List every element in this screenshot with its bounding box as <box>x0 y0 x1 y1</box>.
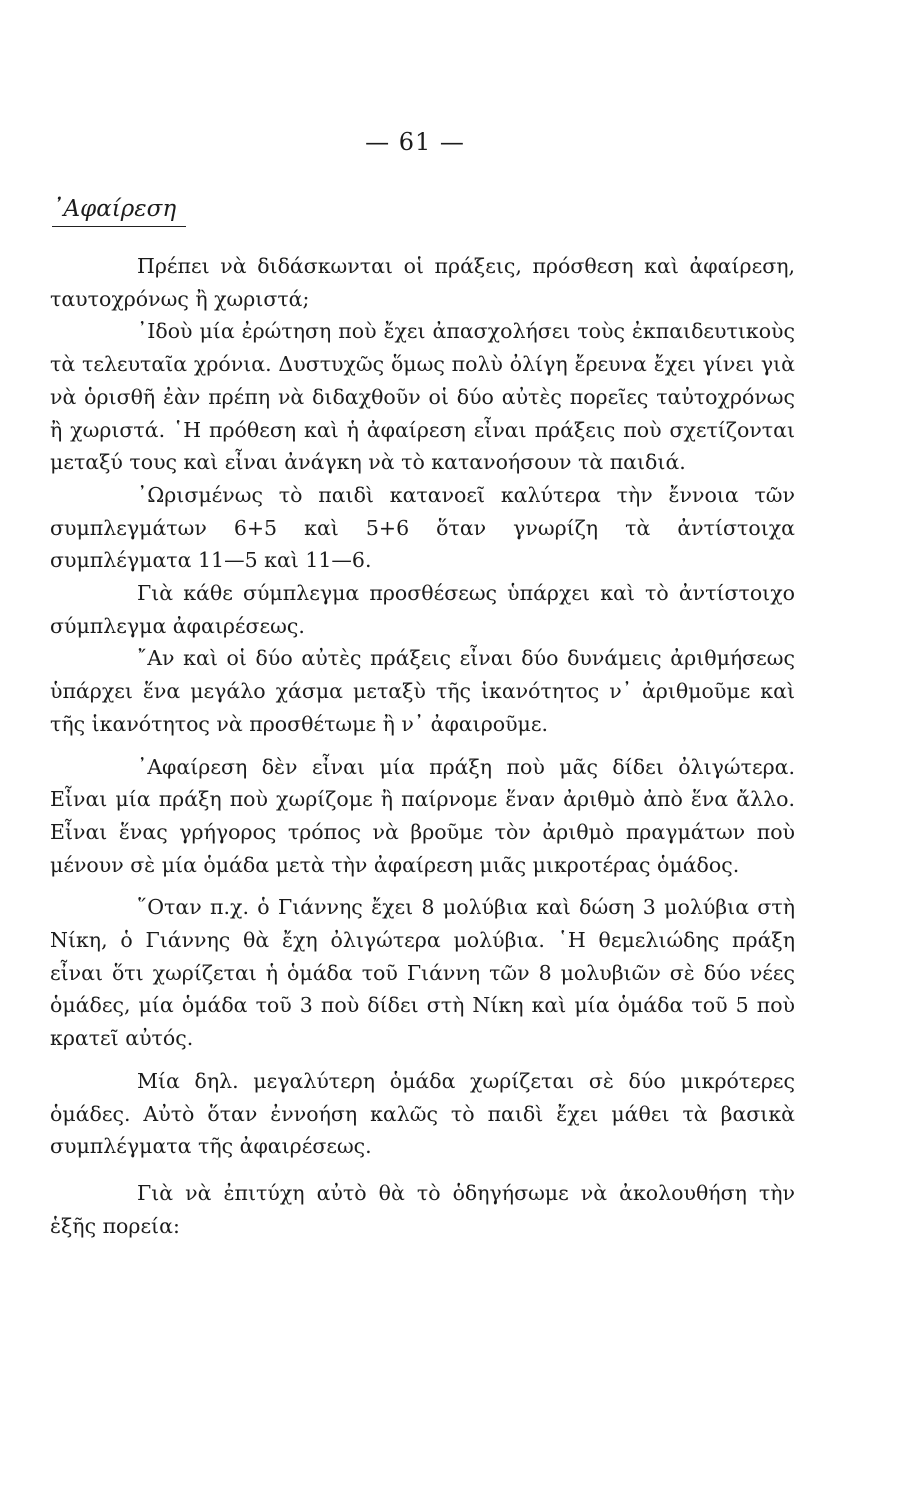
paragraph: ᾿Αφαίρεση δὲν εἶναι μία πράξη ποὺ μᾶς δίδει ὀλιγώτερα. Εἶναι μία πράξη ποὺ χωρίζομε ἢ παίρνομε ἕναν ἀριθμὸ ἀπὸ ἕνα ἄλλο. Εἶναι ἕνας γρήγορος τρόπος νὰ βροῦμε τὸν ἀριθμὸ πραγμάτων ποὺ μένουν σὲ μία ὁμάδα μετὰ τὴν ἀφαίρεση μιᾶς μικροτέρας ὁμάδος. <box>50 754 795 877</box>
paragraph: ῞Οταν π.χ. ὁ Γιάννης ἔχει 8 μολύβια καὶ δώση 3 μολύβια στὴ Νίκη, ὁ Γιάννης θὰ ἔχη ὀλιγώτερα μολύβια. ῾Η θεμελιώδης πράξη εἶναι ὅτι χωρίζεται ἡ ὁμάδα τοῦ Γιάννη τῶν 8 μολυβιῶν σὲ δύο νέες ὁμάδες, μία ὁμάδα τοῦ 3 ποὺ δίδει στὴ Νίκη καὶ μία ὁμάδα τοῦ 5 ποὺ κρατεῖ αὐτός. <box>50 895 795 1051</box>
section-title: ᾿Αφαίρεση <box>52 192 186 227</box>
paragraph: ᾿Ιδοὺ μία ἐρώτηση ποὺ ἔχει ἀπασχολήσει τοὺς ἐκπαιδευτικοὺς τὰ τελευταῖα χρόνια. Δυστυχῶς ὅμως πολὺ ὀλίγη ἔρευνα ἔχει γίνει γιὰ νὰ ὁρισθῆ ἐὰν πρέπη νὰ διδαχθοῦν οἱ δύο αὐτὲς πορεῖες ταὐτοχρόνως ἢ χωριστά. ῾Η πρόθεση καὶ ἡ ἀφαίρεση εἶναι πράξεις ποὺ σχετίζονται μεταξύ τους καὶ εἶναι ἀνάγκη νὰ τὸ κατανοήσουν τὰ παιδιά. <box>50 319 795 475</box>
page-number: — 61 — <box>365 128 465 156</box>
paragraph: Γιὰ νὰ ἐπιτύχη αὐτὸ θὰ τὸ ὁδηγήσωμε νὰ ἀκολουθήση τὴν ἑξῆς πορεία: <box>50 1180 795 1238</box>
paragraph: ῎Αν καὶ οἱ δύο αὐτὲς πράξεις εἶναι δύο δυνάμεις ἀριθμήσεως ὑπάρχει ἕνα μεγάλο χάσμα μεταξὺ τῆς ἱκανότητος ν᾿ ἀριθμοῦμε καὶ τῆς ἱκανότητος νὰ προσθέτωμε ἢ ν᾿ ἀφαιροῦμε. <box>50 646 795 736</box>
paragraph: Γιὰ κάθε σύμπλεγμα προσθέσεως ὑπάρχει καὶ τὸ ἀντίστοιχο σύμπλεγμα ἀφαιρέσεως. <box>50 581 795 638</box>
body-text <box>50 250 795 1242</box>
paragraph: ᾿Ωρισμένως τὸ παιδὶ κατανοεῖ καλύτερα τὴν ἔννοια τῶν συμπλεγμάτων 6+5 καὶ 5+6 ὅταν γνωρίζη τὰ ἀντίστοιχα συμπλέγματα 11—5 καὶ 11—6. <box>50 482 795 573</box>
paragraph: Πρέπει νὰ διδάσκωνται οἱ πράξεις, πρόσθεση καὶ ἀφαίρεση, ταυτοχρόνως ἢ χωριστά; <box>50 254 795 311</box>
paragraph: Μία δηλ. μεγαλύτερη ὁμάδα χωρίζεται σὲ δύο μικρότερες ὁμάδες. Αὐτὸ ὅταν ἐννοήση καλῶς τὸ παιδὶ ἔχει μάθει τὰ βασικὰ συμπλέγματα τῆς ἀφαιρέσεως. <box>50 1068 795 1159</box>
